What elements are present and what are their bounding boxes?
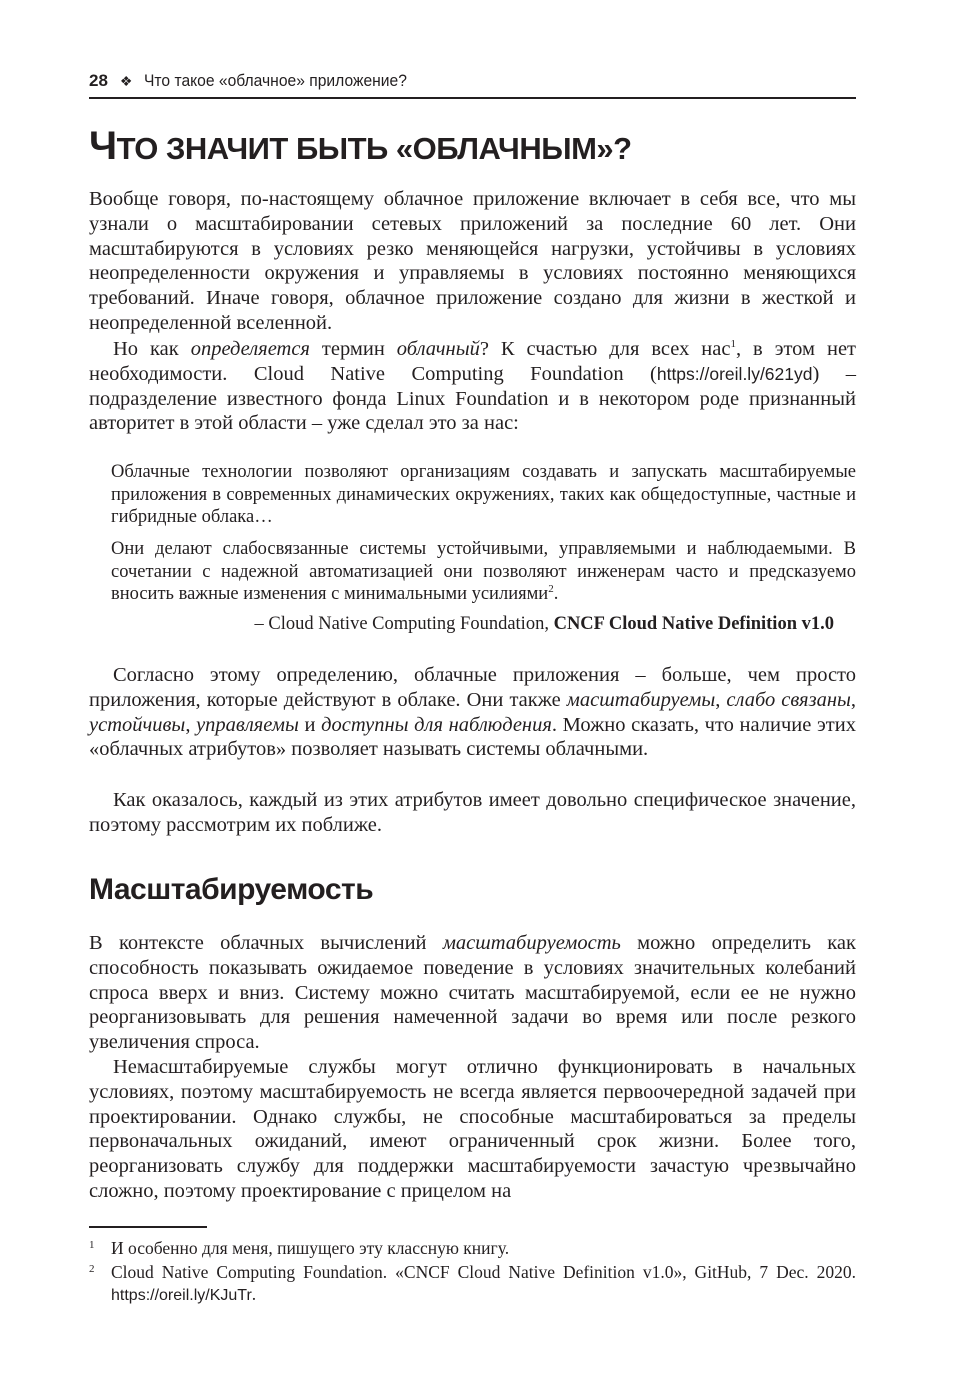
footnotes bbox=[89, 1237, 856, 1307]
paragraph-intro: Вообще говоря, по-настоящему облачное приложение включает в себя все, что мы узнали о масштабировании сетевых приложений за последние 60 лет. Они масштабируются в условиях резко меняющейся нагрузки, устойчивы в условиях неопределенности окружения и управляемы в условиях постоянно меняющихся требований. Иначе говоря, облачное приложение создано для жизни в жесткой и неопределенной вселенной. bbox=[89, 188, 856, 334]
heading-smallcaps: ТО ЗНАЧИТ БЫТЬ «ОБЛАЧНЫМ»? bbox=[116, 131, 632, 166]
attribution-title: CNCF Cloud Native Definition v1.0 bbox=[553, 614, 834, 634]
running-head-title: Что такое «облачное» приложение? bbox=[144, 71, 408, 90]
page-number: 28 bbox=[89, 71, 108, 90]
blockquote-attribution: – Cloud Native Computing Foundation, CNCF Cloud Native Definition v1.0 bbox=[254, 614, 834, 634]
footnote-number: 2 bbox=[89, 1263, 95, 1275]
paragraph-scalability-detail: Немасштабируемые службы могут отлично функционировать в начальных условиях, поэтому масштабируемость не всегда является первоочередной задачей при проектировании. Однако службы, не способные масштабироваться за пределы первоначальных ожиданий, имеют ограниченный срок жизни. Более того, реорганизовать службу для поддержки масштабируемости зачастую чрезвычайно сложно, поэтому проектирование с прицелом на bbox=[89, 1056, 856, 1202]
footnote-text: И особенно для меня, пишущего эту классную книгу. bbox=[111, 1238, 510, 1258]
paragraph-definition-intro: Но как определяется термин облачный? К счастью для всех нас$^1$, в этом нет необходимости. Cloud Native Computing Foundation (https://oreil.ly/621yd) – подразделение известного фонда Linux Foundation и в некотором роде признанный авторитет в этой области – уже сделал это за нас: bbox=[89, 338, 857, 435]
footnote-text: Cloud Native Computing Foundation. «CNCF Cloud Native Definition v1.0», GitHub, 7 Dec. 2020. bbox=[111, 1262, 856, 1282]
footnote-2: 2 Cloud Native Computing Foundation. «CNCF Cloud Native Definition v1.0», GitHub, 7 Dec. 2020. https://oreil.ly/KJuTr. bbox=[89, 1261, 856, 1307]
chapter-heading bbox=[89, 122, 632, 173]
footnote-1 bbox=[89, 1237, 856, 1259]
footnote-ref-2[interactable]: 2 bbox=[548, 582, 554, 595]
running-head bbox=[89, 70, 856, 99]
heading-first-letter: Ч bbox=[89, 124, 117, 168]
section-heading-scalability: Масштабируемость bbox=[89, 873, 374, 906]
footnote-number: 1 bbox=[89, 1239, 95, 1251]
paragraph-attributes: Согласно этому определению, облачные приложения – больше, чем просто приложения, которые действуют в облаке. Они также масштабируемы, слабо связаны, устойчивы, управляемы и доступны для наблюдения. Можно сказать, что наличие этих «облачных атрибутов» позволяет называть системы облачными. bbox=[89, 664, 856, 761]
paragraph-scalability-definition: В контексте облачных вычислений масштабируемость можно определить как способность показывать ожидаемое поведение в условиях значительных колебаний спроса вверх и вниз. Систему можно считать масштабируемой, если ее не нужно реорганизовывать для решения намеченной задачи во время или после резкого увеличения спроса. bbox=[89, 932, 856, 1054]
cncf-link[interactable]: https://oreil.ly/621yd bbox=[656, 363, 813, 384]
footnote-ref-1[interactable]: 1 bbox=[730, 338, 736, 351]
paragraph-closer: Как оказалось, каждый из этих атрибутов имеет довольно специфическое значение, поэтому рассмотрим их поближе. bbox=[89, 789, 856, 836]
footnote-link[interactable]: https://oreil.ly/KJuTr bbox=[111, 1287, 252, 1304]
blockquote-para-1: Облачные технологии позволяют организациям создавать и запускать масштабируемые приложения в современных динамических окружениях, таких как общедоступные, частные и гибридные облака… bbox=[111, 462, 856, 527]
footnote-divider bbox=[89, 1226, 207, 1228]
blockquote-para-2: Они делают слабосвязанные системы устойчивыми, управляемыми и наблюдаемыми. В сочетании с надежной автоматизацией они позволяют инженерам часто и предсказуемо вносить важные изменения с минимальными усилиями$^2$. bbox=[111, 539, 856, 604]
ornament-icon: ❖ bbox=[119, 73, 133, 89]
